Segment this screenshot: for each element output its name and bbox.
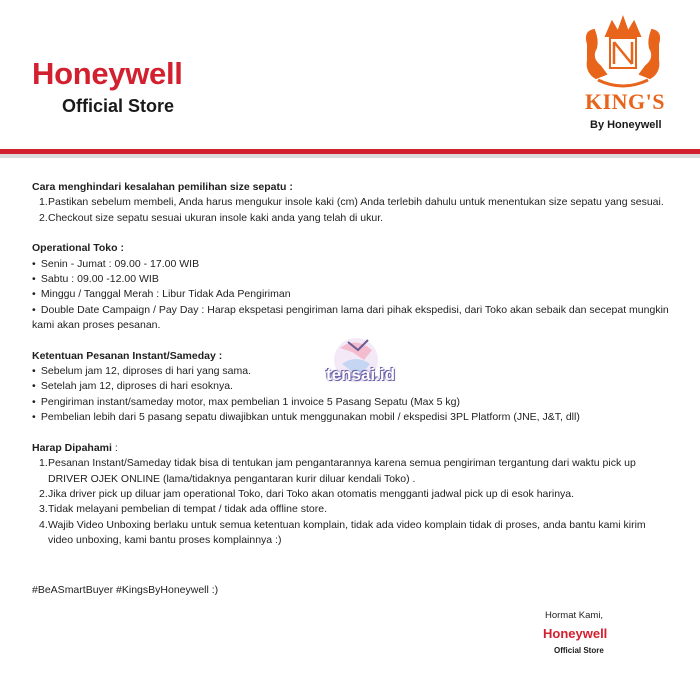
- list-item: 3 . Tidak melayani pembelian di tempat / tidak ada offline store.: [32, 502, 672, 517]
- header: [0, 0, 700, 150]
- list-item: 4 . Wajib Video Unboxing berlaku untuk semua ketentuan komplain, tidak ada video komplain tidak di proses, anda bantu kami kirim video unboxing, kami bantu proses komplainnya :): [32, 518, 672, 549]
- list-item: • Pembelian lebih dari 5 pasang sepatu diwajibkan untuk menggunakan mobil / ekspedisi 3PL Platform (JNE, J&T, dll): [32, 411, 580, 424]
- list-item: • Double Date Campaign / Pay Day : Harap ekspetasi pengiriman lama dari pihak ekspedisi, dari Toko akan sebaik dan secepat mungkin kami akan proses pesanan.: [32, 303, 669, 332]
- signoff-text: Hormat Kami,: [545, 610, 604, 621]
- list-item: • Senin - Jumat : 09.00 - 17.00 WIB: [32, 257, 200, 270]
- list-item: • Pengiriman instant/sameday motor, max pembelian 1 invoice 5 Pasang Sepatu (Max 5 kg): [32, 395, 460, 408]
- footer-honeywell-logo: Honeywell: [543, 626, 608, 641]
- operational-list: [32, 257, 672, 334]
- instant-title: Ketentuan Pesanan Instant/Sameday :: [32, 349, 223, 362]
- list-item: 2 . Jika driver pick up diluar jam operational Toko, dari Toko akan otomatis mengganti jadwal pick up di esok harinya.: [32, 487, 672, 502]
- list-item: • Setelah jam 12, diproses di hari esoknya.: [32, 380, 233, 393]
- size-guide-section: [32, 180, 672, 226]
- honeywell-logo: Honeywell: [32, 56, 183, 91]
- kings-crest-icon: [576, 14, 670, 92]
- notes-section: [32, 441, 672, 549]
- header-divider-gray: [0, 154, 700, 158]
- kings-wordmark: KING'S: [585, 89, 666, 114]
- list-item: • Sabtu : 09.00 -12.00 WIB: [32, 273, 159, 286]
- size-guide-title: Cara menghindari kesalahan pemilihan size sepatu :: [32, 181, 293, 193]
- operational-section: [32, 241, 672, 333]
- kings-tagline: By Honeywell: [590, 119, 662, 131]
- hashtags: #BeASmartBuyer #KingsByHoneywell :): [32, 584, 219, 596]
- store-subtitle: Official Store: [62, 96, 175, 116]
- list-item: 2 . Checkout size sepatu sesuai ukuran insole kaki anda yang telah di ukur.: [32, 211, 672, 226]
- footer-store-subtitle: Official Store: [554, 646, 604, 655]
- list-item: 1 . Pastikan sebelum membeli, Anda harus mengukur insole kaki (cm) Anda terlebih dahulu untuk menentukan size sepatu yang sesuai.: [32, 195, 672, 210]
- size-guide-list: [32, 195, 672, 226]
- operational-title: Operational Toko :: [32, 242, 124, 255]
- list-item: • Minggu / Tanggal Merah : Libur Tidak Ada Pengiriman: [32, 288, 291, 301]
- list-item: 1 . Pesanan Instant/Sameday tidak bisa di tentukan jam pengantarannya karena semua pengiriman tergantung dari waktu pick up DRIVER OJEK ONLINE (lama/tidaknya pengantaran kurir diluar kendali Toko) .: [32, 456, 672, 487]
- list-item: • Sebelum jam 12, diproses di hari yang sama.: [32, 365, 252, 378]
- notes-list: [32, 456, 672, 548]
- notes-title: Harap Dipahami :: [32, 441, 118, 454]
- watermark-text: tensai.id: [326, 365, 395, 384]
